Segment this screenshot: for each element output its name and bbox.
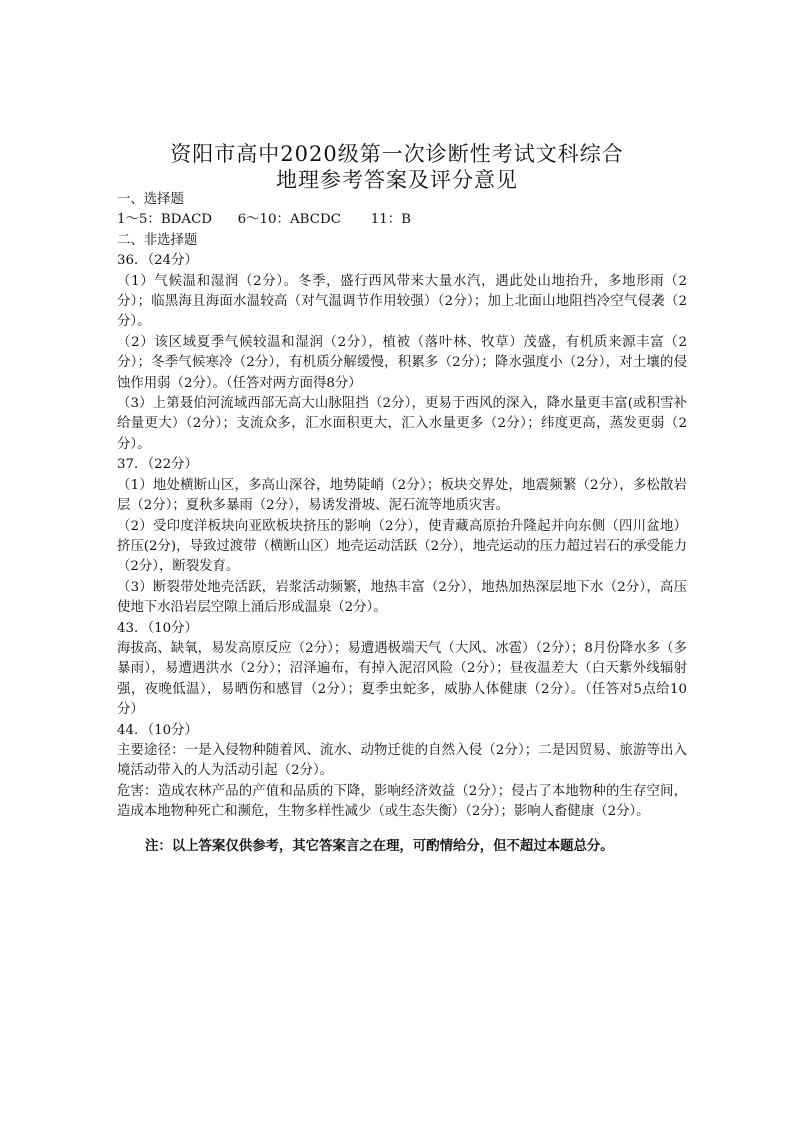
mc-answers-6-10: 6～10：ABCDC (237, 212, 341, 228)
question-37-header: 37．（22分） (117, 457, 198, 473)
section-heading-multiple-choice: 一、选择题 (117, 192, 184, 207)
question-44-answer-harms: 危害：造成农林产品的产值和品质的下降，影响经济效益（2分）；侵占了本地物种的生存空间，造成本地物种死亡和濒危，生物多样性减少（或生态失衡）（2分）；影响人畜健康（2分）。 (117, 783, 687, 820)
question-37-part-1: （1）地处横断山区，多高山深谷，地势陡峭（2分）；板块交界处，地震频繁（2分），多松散岩层（2分）；夏秋多暴雨（2分），易诱发滑坡、泥石流等地质灾害。 (117, 477, 687, 514)
question-37-part-3: （3）断裂带处地壳活跃，岩浆活动频繁，地热丰富（2分），地热加热深层地下水（2分），高压使地下水沿岩层空隙上涌后形成温泉（2分）。 (117, 579, 687, 616)
multiple-choice-answers (117, 210, 687, 230)
question-43-answer: 海拔高、缺氧，易发高原反应（2分）；易遭遇极端天气（大风、冰雹）（2分）；8月份降水多（多暴雨），易遭遇洪水（2分）；沼泽遍布，有掉入泥沼风险（2分）；昼夜温差大（白天紫外线辐射强，夜晚低温），易晒伤和感冒（2分）；夏季虫蛇多，威胁人体健康（2分）。（任答对5点给10分） (117, 640, 687, 718)
question-43-header: 43．（10分） (117, 620, 198, 636)
question-44-header: 44．（10分） (117, 722, 198, 738)
question-36-part-1: （1）气候温和湿润（2分）。冬季，盛行西风带来大量水汽，遇此处山地抬升，多地形雨（2分）；临黑海且海面水温较高（对气温调节作用较强）（2分）；加上北面山地阻挡冷空气侵袭（2分）。 (117, 273, 687, 330)
question-44-answer-paths: 主要途径：一是入侵物种随着风、流水、动物迁徙的自然入侵（2分）；二是因贸易、旅游等出入境活动带入的人为活动引起（2分）。 (117, 742, 687, 779)
question-37-part-2: （2）受印度洋板块向亚欧板块挤压的影响（2分），使青藏高原抬升隆起并向东侧（四川盆地）挤压(2分)，导致过渡带（横断山区）地壳运动活跃（2分），地壳运动的压力超过岩石的承受能力（2分），断裂发育。 (117, 518, 687, 575)
answer-content (117, 190, 687, 823)
mc-answers-1-5: 1～5：BDACD (117, 212, 213, 228)
mc-answer-11: 11：B (370, 212, 412, 228)
document-title: 资阳市高中2020级第一次诊断性考试文科综合 (170, 142, 624, 166)
question-36-part-2: （2）该区域夏季气候较温和湿润（2分），植被（落叶林、牧草）茂盛，有机质来源丰富（2分）；冬季气候寒冷（2分），有机质分解缓慢，积累多（2分）；降水强度小（2分），对土壤的侵蚀作用弱（2分）。（任答对两方面得8分） (117, 334, 687, 391)
scoring-note: 注：以上答案仅供参考，其它答案言之在理，可酌情给分，但不超过本题总分。 (145, 838, 614, 854)
section-heading-non-choice: 二、非选择题 (117, 232, 198, 248)
question-36-header: 36．（24分） (117, 253, 198, 269)
question-36-part-3: （3）上第聂伯河流域西部无高大山脉阻挡（2分），更易于西风的深入，降水量更丰富(或积雪补给量更大）（2分）；支流众多，汇水面积更大，汇入水量更多（2分）；纬度更高，蒸发更弱（2分）。 (117, 396, 687, 452)
document-subtitle: 地理参考答案及评分意见 (276, 168, 518, 192)
